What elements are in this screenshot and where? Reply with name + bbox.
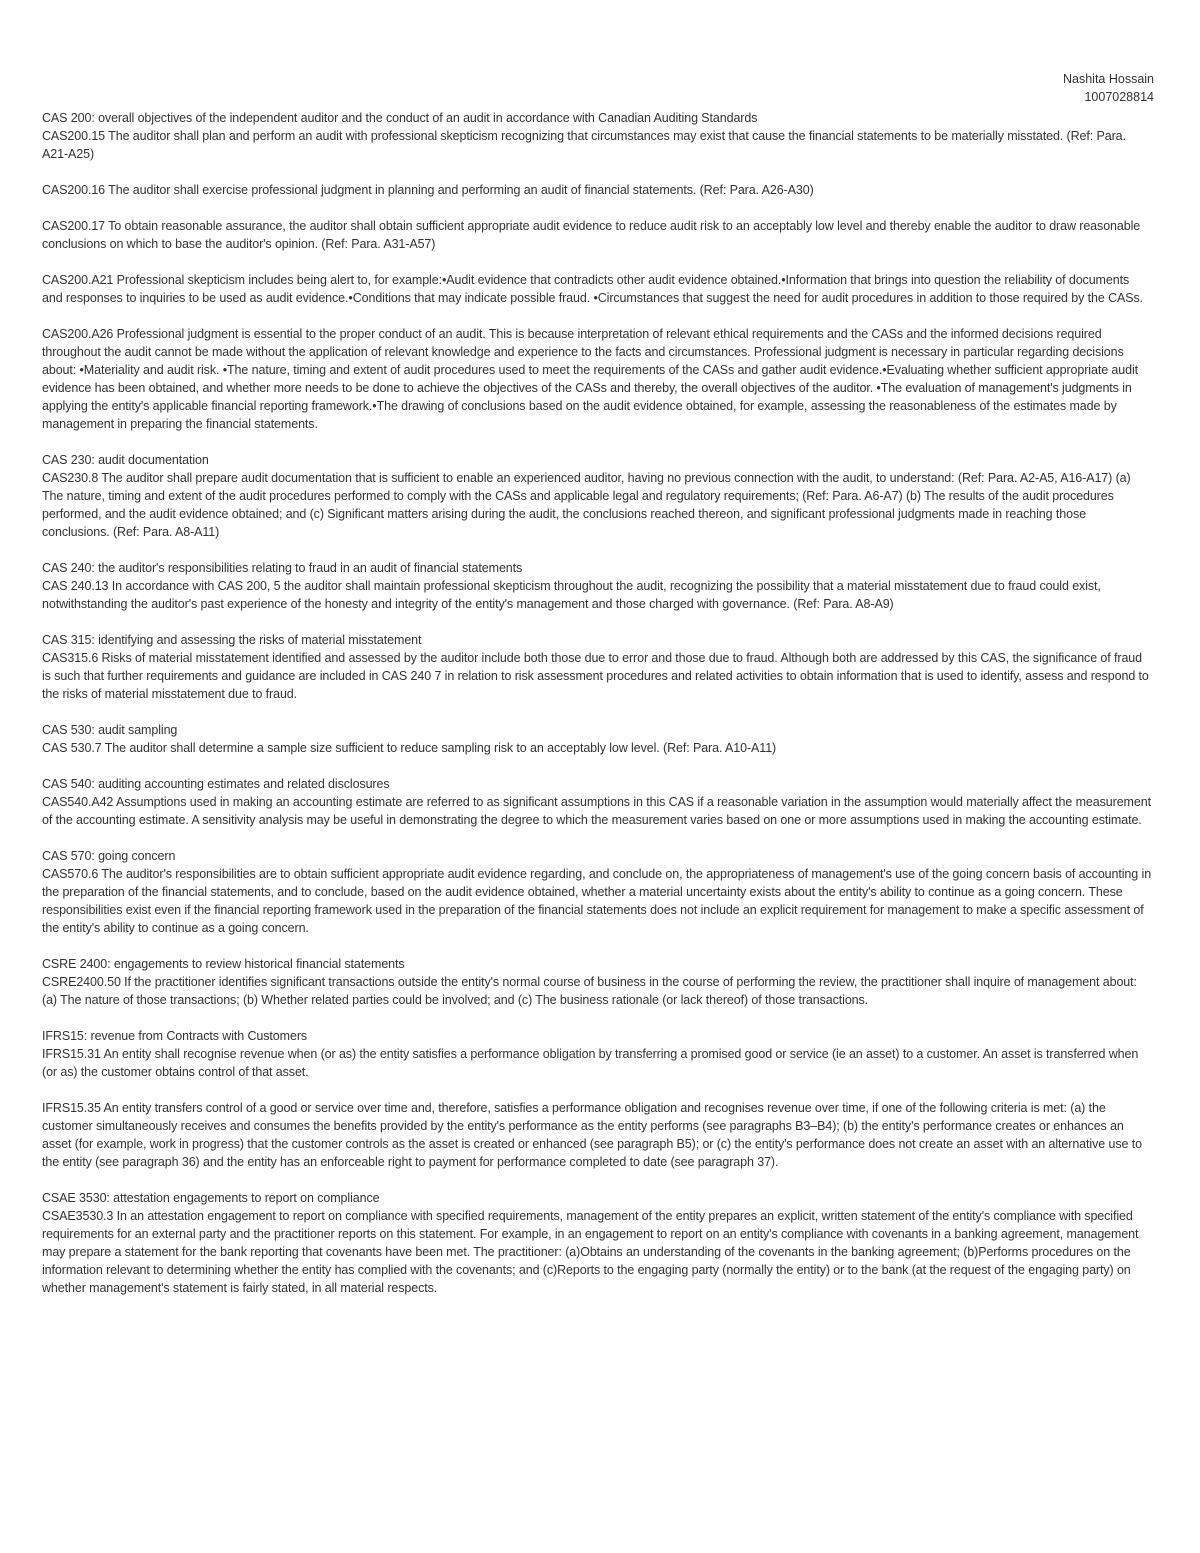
standard-paragraph: CAS200.17 To obtain reasonable assurance, the auditor shall obtain sufficient appropriate audit evidence to reduce audit risk to an acceptably low level and thereby enable the auditor to draw reasonable conclusions on which to base the auditor's opinion. (Ref: Para. A31-A57) <box>42 219 1141 251</box>
standard-paragraph: CAS 240.13 In accordance with CAS 200, 5 the auditor shall maintain professional skepticism throughout the audit, recognizing the possibility that a material misstatement due to fraud could exist, notwithstanding the auditor's past experience of the honesty and integrity of the entity's management and those charged with governance. (Ref: Para. A8-A9) <box>42 579 1101 611</box>
section-title: CAS 315: identifying and assessing the risks of material misstatement <box>42 633 422 647</box>
section-title: CSRE 2400: engagements to review historical financial statements <box>42 957 405 971</box>
standard-section <box>42 109 1152 433</box>
section-title: CAS 570: going concern <box>42 849 176 863</box>
standard-section <box>42 775 1152 829</box>
standard-paragraph: CAS200.16 The auditor shall exercise professional judgment in planning and performing an audit of financial statements. (Ref: Para. A26-A30) <box>42 183 814 197</box>
student-id: 1007028814 <box>1084 90 1154 104</box>
standard-paragraph: CAS570.6 The auditor's responsibilities are to obtain sufficient appropriate audit evidence regarding, and conclude on, the appropriateness of management's use of the going concern basis of accounting in the preparation of the financial statements, and to conclude, based on the audit evidence obtained, whether a material uncertainty exists about the entity's ability to continue as a going concern. These responsibilities exist even if the financial reporting framework used in the preparation of the financial statements does not include an explicit requirement for management to make a specific assessment of the entity's ability to continue as a going concern. <box>42 867 1152 935</box>
standard-paragraph: CAS230.8 The auditor shall prepare audit documentation that is sufficient to enable an experienced auditor, having no previous connection with the audit, to understand: (Ref: Para. A2-A5, A16-A17) (a) The nature, timing and extent of the audit procedures performed to comply with the CASs and applicable legal and regulatory requirements; (Ref: Para. A6-A7) (b) The results of the audit procedures performed, and the audit evidence obtained; and (c) Significant matters arising during the audit, the conclusions reached thereon, and significant professional judgments made in reaching those conclusions. (Ref: Para. A8-A11) <box>42 471 1131 539</box>
section-title: CAS 240: the auditor's responsibilities relating to fraud in an audit of financial statements <box>42 561 523 575</box>
standard-paragraph: CAS 530.7 The auditor shall determine a sample size sufficient to reduce sampling risk to an acceptably low level. (Ref: Para. A10-A11) <box>42 741 777 755</box>
standard-section <box>42 451 1152 541</box>
section-title: CSAE 3530: attestation engagements to report on compliance <box>42 1191 380 1205</box>
standard-section <box>42 955 1152 1009</box>
standard-paragraph: IFRS15.31 An entity shall recognise revenue when (or as) the entity satisfies a performance obligation by transferring a promised good or service (ie an asset) to a customer. An asset is transferred when (or as) the customer obtains control of that asset. <box>42 1047 1139 1079</box>
section-title: CAS 530: audit sampling <box>42 723 178 737</box>
author-name: Nashita Hossain <box>1062 72 1154 86</box>
standard-paragraph: CAS315.6 Risks of material misstatement identified and assessed by the auditor include both those due to error and those due to fraud. Although both are addressed by this CAS, the significance of fraud is such that further requirements and guidance are included in CAS 240 7 in relation to risk assessment procedures and related activities to obtain information that is used to identify, assess and respond to the risks of material misstatement due to fraud. <box>42 651 1149 701</box>
standard-paragraph: IFRS15.35 An entity transfers control of a good or service over time and, therefore, satisfies a performance obligation and recognises revenue over time, if one of the following criteria is met: (a) the customer simultaneously receives and consumes the benefits provided by the entity's performance as the entity performs (see paragraphs B3–B4); (b) the entity's performance creates or enhances an asset (for example, work in progress) that the customer controls as the asset is created or enhanced (see paragraph B5); or (c) the entity's performance does not create an asset with an alternative use to the entity (see paragraph 36) and the entity has an enforceable right to payment for performance completed to date (see paragraph 37). <box>42 1101 1142 1169</box>
standard-paragraph: CAS200.A26 Professional judgment is essential to the proper conduct of an audit. This is because interpretation of relevant ethical requirements and the CASs and the informed decisions required throughout the audit cannot be made without the application of relevant knowledge and experience to the facts and circumstances. Professional judgment is necessary in particular regarding decisions about: •Materiality and audit risk. •The nature, timing and extent of audit procedures used to meet the requirements of the CASs and gather audit evidence.•Evaluating whether sufficient appropriate audit evidence has been obtained, and whether more needs to be done to achieve the objectives of the CASs and thereby, the overall objectives of the auditor. •The evaluation of management's judgments in applying the entity's applicable financial reporting framework.•The drawing of conclusions based on the audit evidence obtained, for example, assessing the reasonableness of the estimates made by management in preparing the financial statements. <box>42 327 1139 431</box>
section-title: CAS 540: auditing accounting estimates and related disclosures <box>42 777 390 791</box>
standard-section <box>42 631 1152 703</box>
standard-section <box>42 721 1152 757</box>
standard-section <box>42 847 1152 937</box>
section-title: IFRS15: revenue from Contracts with Customers <box>42 1029 308 1043</box>
standard-paragraph: CAS200.15 The auditor shall plan and perform an audit with professional skepticism recognizing that circumstances may exist that cause the financial statements to be materially misstated. (Ref: Para. A21-A25) <box>42 129 1126 161</box>
standard-paragraph: CAS200.A21 Professional skepticism includes being alert to, for example:•Audit evidence that contradicts other audit evidence obtained.•Information that brings into question the reliability of documents and responses to inquiries to be used as audit evidence.•Conditions that may indicate possible fraud. •Circumstances that suggest the need for audit procedures in addition to those required by the CASs. <box>42 273 1144 305</box>
standard-paragraph: CSAE3530.3 In an attestation engagement to report on compliance with specified requirements, management of the entity prepares an explicit, written statement of the entity's compliance with specified requirements for an external party and the practitioner reports on this statement. For example, in an engagement to report on an entity's compliance with covenants in a banking agreement, management may prepare a statement for the bank reporting that covenants have been met. The practitioner: (a)Obtains an understanding of the covenants in the banking agreement; (b)Performs procedures on the information relevant to determining whether the entity has complied with the covenants; and (c)Reports to the engaging party (normally the entity) or to the bank (at the request of the engaging party) on whether management's statement is fairly stated, in all material respects. <box>42 1209 1139 1295</box>
standard-paragraph: CAS540.A42 Assumptions used in making an accounting estimate are referred to as significant assumptions in this CAS if a reasonable variation in the assumption would materially affect the measurement of the accounting estimate. A sensitivity analysis may be useful in demonstrating the degree to which the measurement varies based on one or more assumptions used in making the accounting estimate. <box>42 795 1151 827</box>
standard-section <box>42 1027 1152 1171</box>
standard-paragraph: CSRE2400.50 If the practitioner identifies significant transactions outside the entity's normal course of business in the course of performing the review, the practitioner shall inquire of management about: (a) The nature of those transactions; (b) Whether related parties could be involved; and (c) The business rationale (or lack thereof) of those transactions. <box>42 975 1137 1007</box>
section-title: CAS 230: audit documentation <box>42 453 209 467</box>
document-body <box>42 109 1152 1315</box>
standard-section <box>42 1189 1152 1297</box>
standard-section <box>42 559 1152 613</box>
section-title: CAS 200: overall objectives of the independent auditor and the conduct of an audit in accordance with Canadian Auditing Standards <box>42 111 758 125</box>
author-header <box>1063 70 1154 106</box>
